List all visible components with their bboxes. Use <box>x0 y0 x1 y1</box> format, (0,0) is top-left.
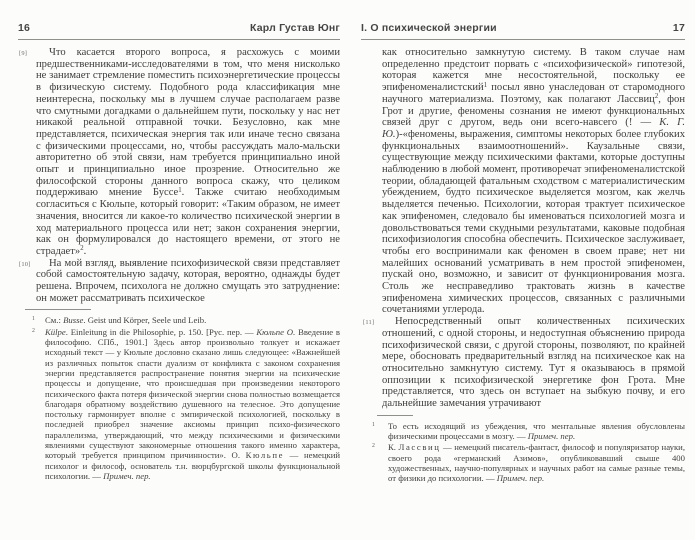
text-run: , фон Грот и другие, феномены сознания не имеют функциональных связей друг с другом, ведь они всего-навсего (! — <box>382 93 685 129</box>
paragraph-number-marker: [9] <box>19 50 28 57</box>
footnote-number: 2 <box>32 327 35 334</box>
text-run: То есть исходящий из убеждения, что ментальные явления обусловлены физическими процессами в мозгу. — <box>388 420 685 442</box>
text-run: посыл явно унаследован от старомодного научного материализма. Поэтому, как полагают Лассвиц <box>382 82 685 105</box>
paragraph <box>19 257 340 305</box>
footnote <box>372 442 685 484</box>
text-run: — немецкий писатель-фантаст, философ и популяризатор науки, своего рода «германский Азимов», опубликовавший свыше 400 художественных, научно-популярных и научных работ на самые разные темы, от физики до психологии. — <box>388 442 685 484</box>
page-left <box>18 22 340 482</box>
footnote-number: 1 <box>372 421 375 428</box>
page-right-body <box>361 47 685 410</box>
paragraph-number-marker: [11] <box>363 319 375 327</box>
page-left-header <box>18 22 340 40</box>
text-run: — немецкий психолог и философ, основатель т.н. вюрцбургской школы функциональной психологии. — <box>45 450 340 481</box>
text-run: См.: <box>45 315 64 326</box>
text-run: . Также считаю необходимым согласиться с Кюльпе, который говорит: «Таким образом, не имеет значения, вносится ли какое-то количество психической энергии в ход материального процесса или нет; закон сохранения энергии, как он формулировался до настоящего времени, от этого не страдает» <box>36 187 340 257</box>
page-number-right: 17 <box>672 22 685 34</box>
page-left-body <box>18 47 340 304</box>
italic-text: К. Г. Ю. <box>382 117 685 140</box>
page-right <box>361 22 685 485</box>
footnote-list-left <box>32 315 340 481</box>
footnote-reference: 2 <box>80 245 84 253</box>
running-head-left: Карл Густав Юнг <box>250 22 340 34</box>
page-left-footnotes <box>18 309 340 481</box>
footnote-number: 1 <box>32 316 35 323</box>
paragraph <box>19 47 340 258</box>
text-run: Непосредственный опыт количественных психических отношений, с одной стороны, и недоступная объяснению природа психофизической связи, с другой стороны, позволяют, по крайней мере, обосновать предварительный взгляд на психическое как на относительно замкнутую систему. Тут я оказываюсь в прямой оппозиции к психофизической энергетике фон Грота. Мне представляется, что здесь он вступает на зыбкую почву, и его дальнейшие замечания утрачивают <box>382 316 685 410</box>
paragraph <box>382 47 685 316</box>
text-run: Введение в философию. СПб., 1901.] Здесь автор произвольно толкует и искажает исходный текст — у Кюльпе дословно сказано лишь следующее: «Важнейшей из различных попыток спасти дуализм от конфликта с законом сохранения энергии представляется распространение понятия энергии на психические процессы и допущение, что происшедшая при произведении некоторого психического факта потеря физической энергии снова полностью возмещается благодаря обратному воздействию душевного на телесное. Это допущение постольку гармонирует вполне с эмпирической психологией, поскольку в последней приобрел значение аксиомы принцип психо-физического параллелизма, утверждающий, что между психическими и физическими явлениями существуют закономерные отношения такого именно характера, который требуется принципом причинности». О. <box>45 326 340 461</box>
page-right-header <box>361 22 685 40</box>
footnote <box>32 326 340 481</box>
text-run: На мой взгляд, выявление психофизической связи представляет собой самостоятельную задачу, которая, вероятно, однажды будет решена. Впрочем, психолога не должно смущать это затруднение: он может рассматривать психическое <box>36 257 340 304</box>
italic-text: Кюльпе О. <box>256 326 296 337</box>
letterspaced-name: Лассвиц <box>398 442 441 453</box>
footnote <box>372 420 685 442</box>
italic-text: Külpe <box>45 326 66 337</box>
footnote-rule-right <box>377 415 413 416</box>
text-run: . <box>83 245 87 257</box>
footnote <box>32 315 340 326</box>
italic-text: Busse <box>63 315 84 326</box>
text-run: . Einleitung in die Philosophie, p. 150. [Рус. пер. — <box>65 326 257 337</box>
text-run: К. <box>388 442 399 453</box>
letterspaced-name: Кюльпе <box>245 450 285 461</box>
page-right-footnotes <box>361 415 685 484</box>
paragraph-number-marker: [10] <box>19 260 31 268</box>
footnote-rule-left <box>25 309 91 310</box>
text-run: как относительно замкнутую систему. В таком случае нам определенно предстоит порвать с «психофизической» гипотезой, которая кажется мне несостоятельной, поскольку ее эпифеноменалистский <box>382 47 685 94</box>
footnote-number: 2 <box>372 443 375 450</box>
footnote-list-right <box>372 420 685 484</box>
footnote-reference: 1 <box>483 81 488 89</box>
text-run: . Geist und Körper, Seele und Leib. <box>83 315 207 326</box>
text-run: )-«феномены, выражения, симптомы некоторых более глубоких функциональных взаимоотношений». Каузальные связи, существующие между психическими фактами, которые доступны наблюдению в любой момент, противоречат эпифеноменалистской теории, обладающей фатальным сходством с материалистическим убеждением, будто психическое выделяется мозгом, как желчь выделяется печенью. Психологии, которая трактует психическое как эпифеномен, следовало бы именоваться психологией мозга и довольствоваться теми скудными результатами, каковые подобная психофизиология способна обеспечить. Психическое заслуживает, чтобы его воспринимали как феномен в своем праве; нет ни малейших оснований усматривать в нем простой эпифеномен, пускай оно, возможно, и зависит от функционирования мозга. Столь же несправедливо трактовать жизнь в качестве эпифеномена химических процессов, связанных с различными сочетаниями углерода. <box>382 128 685 316</box>
italic-text: Примеч. пер. <box>496 473 545 484</box>
running-head-right: I. О психической энергии <box>361 22 497 34</box>
paragraph <box>363 316 685 410</box>
italic-text: Примеч. пер. <box>527 431 576 442</box>
text-run: Что касается второго вопроса, я расхожусь с моими предшественниками-исследователями в том, что меня нисколько не занимает стремление поместить психоэнергетические процессы в физическую систему. Подобного рода классификация мне неинтересна, поскольку мы в лучшем случае располагаем разве что смутными догадками о дальнейшем пути, поскольку у нас нет никакой реальной отправной точки. Безусловно, как мне представляется, психическая энергия так или иначе тесно связана с физическими процессами, но, чтобы рассуждать мало-мальски авторитетно об этой связи, нам требуется принципиально иной опыт и принципиально иное прозрение. Относительно же философской стороны данного вопроса скажу, что целиком поддерживаю мнение Буссе <box>36 47 340 199</box>
footnote-reference: 1 <box>178 186 182 194</box>
page-number-left: 16 <box>18 22 31 34</box>
italic-text: Примеч. пер. <box>103 470 151 481</box>
footnote-reference: 2 <box>654 93 659 101</box>
